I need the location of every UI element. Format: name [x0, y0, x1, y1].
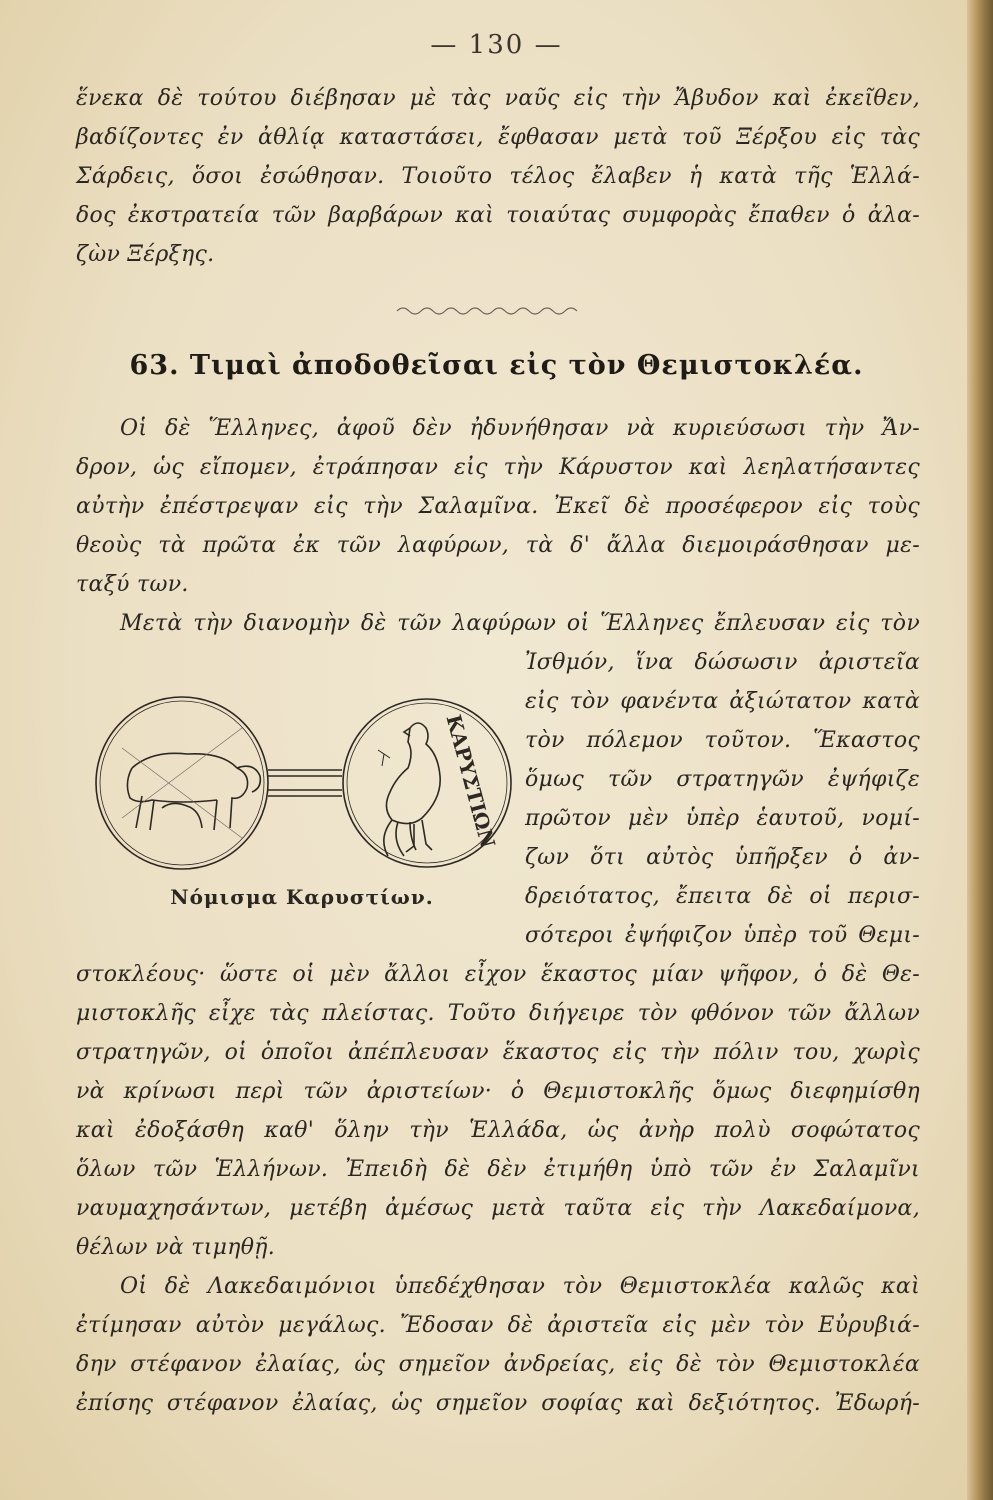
page-number: — 130 — [430, 30, 563, 60]
text-line: εἰς τὸν φανέντα ἀξιώτατον κατὰ [525, 689, 920, 714]
text-line: θέλων νὰ τιμηθῇ. [76, 1235, 276, 1260]
text-line: τὸν πόλεμον τοῦτον. Ἕκαστος [525, 728, 920, 753]
text-line: μιστοκλῆς εἶχε τὰς πλείστας. Τοῦτο διήγειρε τὸν φθόνον τῶν ἄλλων [76, 1001, 920, 1026]
text-line: νὰ κρίνωσι περὶ τῶν ἀριστείων· ὁ Θεμιστοκλῆς ὅμως διεφημίσθη [76, 1079, 920, 1104]
text-line: Σάρδεις, ὅσοι ἐσώθησαν. Τοιοῦτο τέλος ἔλαβεν ἡ κατὰ τῆς Ἑλλά- [76, 164, 920, 189]
text-line: καὶ ἐδοξάσθη καθ' ὅλην τὴν Ἑλλάδα, ὡς ἀνὴρ πολὺ σοφώτατος [76, 1118, 920, 1143]
text-line: δος ἐκστρατεία τῶν βαρβάρων καὶ τοιαύτας συμφορὰς ἔπαθεν ὁ ἀλα- [76, 203, 920, 228]
text-line: ζὼν Ξέρξης. [76, 242, 215, 267]
text-line: βαδίζοντες ἐν ἀθλίᾳ καταστάσει, ἔφθασαν μετὰ τοῦ Ξέρξου εἰς τὰς [76, 125, 920, 150]
text-line: ὅλων τῶν Ἑλλήνων. Ἐπειδὴ δὲ δὲν ἐτιμήθη ὑπὸ τῶν ἐν Σαλαμῖνι [76, 1157, 920, 1182]
text-line: αὐτὴν ἐπέστρεψαν εἰς τὴν Σαλαμῖνα. Ἐκεῖ δὲ προσέφερον εἰς τοὺς [76, 494, 920, 519]
text-line: ζων ὅτι αὐτὸς ὑπῆρξεν ὁ ἀν- [525, 845, 920, 870]
figure-caption: Νόμισμα Καρυστίων. [170, 885, 434, 909]
carystian-coin-illustration [92, 688, 512, 878]
text-line: θεοὺς τὰ πρῶτα ἐκ τῶν λαφύρων, τὰ δ' ἄλλα διεμοιράσθησαν με- [76, 533, 920, 558]
text-line: ἐτίμησαν αὐτὸν μεγάλως. Ἔδοσαν δὲ ἀριστεῖα εἰς μὲν τὸν Εὐρυβιά- [76, 1313, 920, 1338]
text-line: δην στέφανον ἐλαίας, ὡς σημεῖον ἀνδρείας, εἰς δὲ τὸν Θεμιστοκλέα [76, 1352, 920, 1377]
text-line: πρῶτον μὲν ὑπὲρ ἑαυτοῦ, νομί- [525, 806, 920, 831]
coin-legend: ΚΑΡΥΣΤΙΩΝ [441, 712, 501, 851]
text-line: στρατηγῶν, οἱ ὁποῖοι ἀπέπλευσαν ἕκαστος εἰς τὴν πόλιν του, χωρὶς [76, 1040, 920, 1065]
text-line: Οἱ δὲ Ἕλληνες, ἀφοῦ δὲν ἠδυνήθησαν νὰ κυριεύσωσι τὴν Ἄν- [120, 416, 920, 441]
text-line: ἐπίσης στέφανον ἐλαίας, ὡς σημεῖον σοφίας καὶ δεξιότητος. Ἐδωρή- [76, 1391, 920, 1416]
text-line: ναυμαχησάντων, μετέβη ἀμέσως μετὰ ταῦτα εἰς τὴν Λακεδαίμονα, [76, 1196, 920, 1221]
text-line: Μετὰ τὴν διανομὴν δὲ τῶν λαφύρων οἱ Ἕλληνες ἔπλευσαν εἰς τὸν [120, 611, 920, 636]
section-heading: 63. Τιμαὶ ἀποδοθεῖσαι εἰς τὸν Θεμιστοκλέα. [129, 350, 864, 381]
text-line: δρειότατος, ἔπειτα δὲ οἱ περισ- [525, 884, 920, 909]
text-line: ἕνεκα δὲ τούτου διέβησαν μὲ τὰς ναῦς εἰς τὴν Ἄβυδον καὶ ἐκεῖθεν, [76, 86, 920, 111]
book-spine-edge [967, 0, 993, 1500]
text-line: σότεροι ἐψήφιζον ὑπὲρ τοῦ Θεμι- [525, 923, 920, 948]
text-line: Οἱ δὲ Λακεδαιμόνιοι ὑπεδέχθησαν τὸν Θεμιστοκλέα καλῶς καὶ [120, 1274, 920, 1299]
text-line: Ἰσθμόν, ἵνα δώσωσιν ἀριστεῖα [525, 650, 920, 675]
wavy-separator-ornament [395, 304, 585, 318]
text-line: στοκλέους· ὥστε οἱ μὲν ἄλλοι εἶχον ἕκαστος μίαν ψῆφον, ὁ δὲ Θε- [76, 962, 920, 987]
text-line: ὅμως τῶν στρατηγῶν ἐψήφιζε [525, 767, 920, 792]
text-line: δρον, ὡς εἴπομεν, ἐτράπησαν εἰς τὴν Κάρυστον καὶ λεηλατήσαντες [76, 455, 920, 480]
text-line: ταξύ των. [76, 572, 189, 597]
